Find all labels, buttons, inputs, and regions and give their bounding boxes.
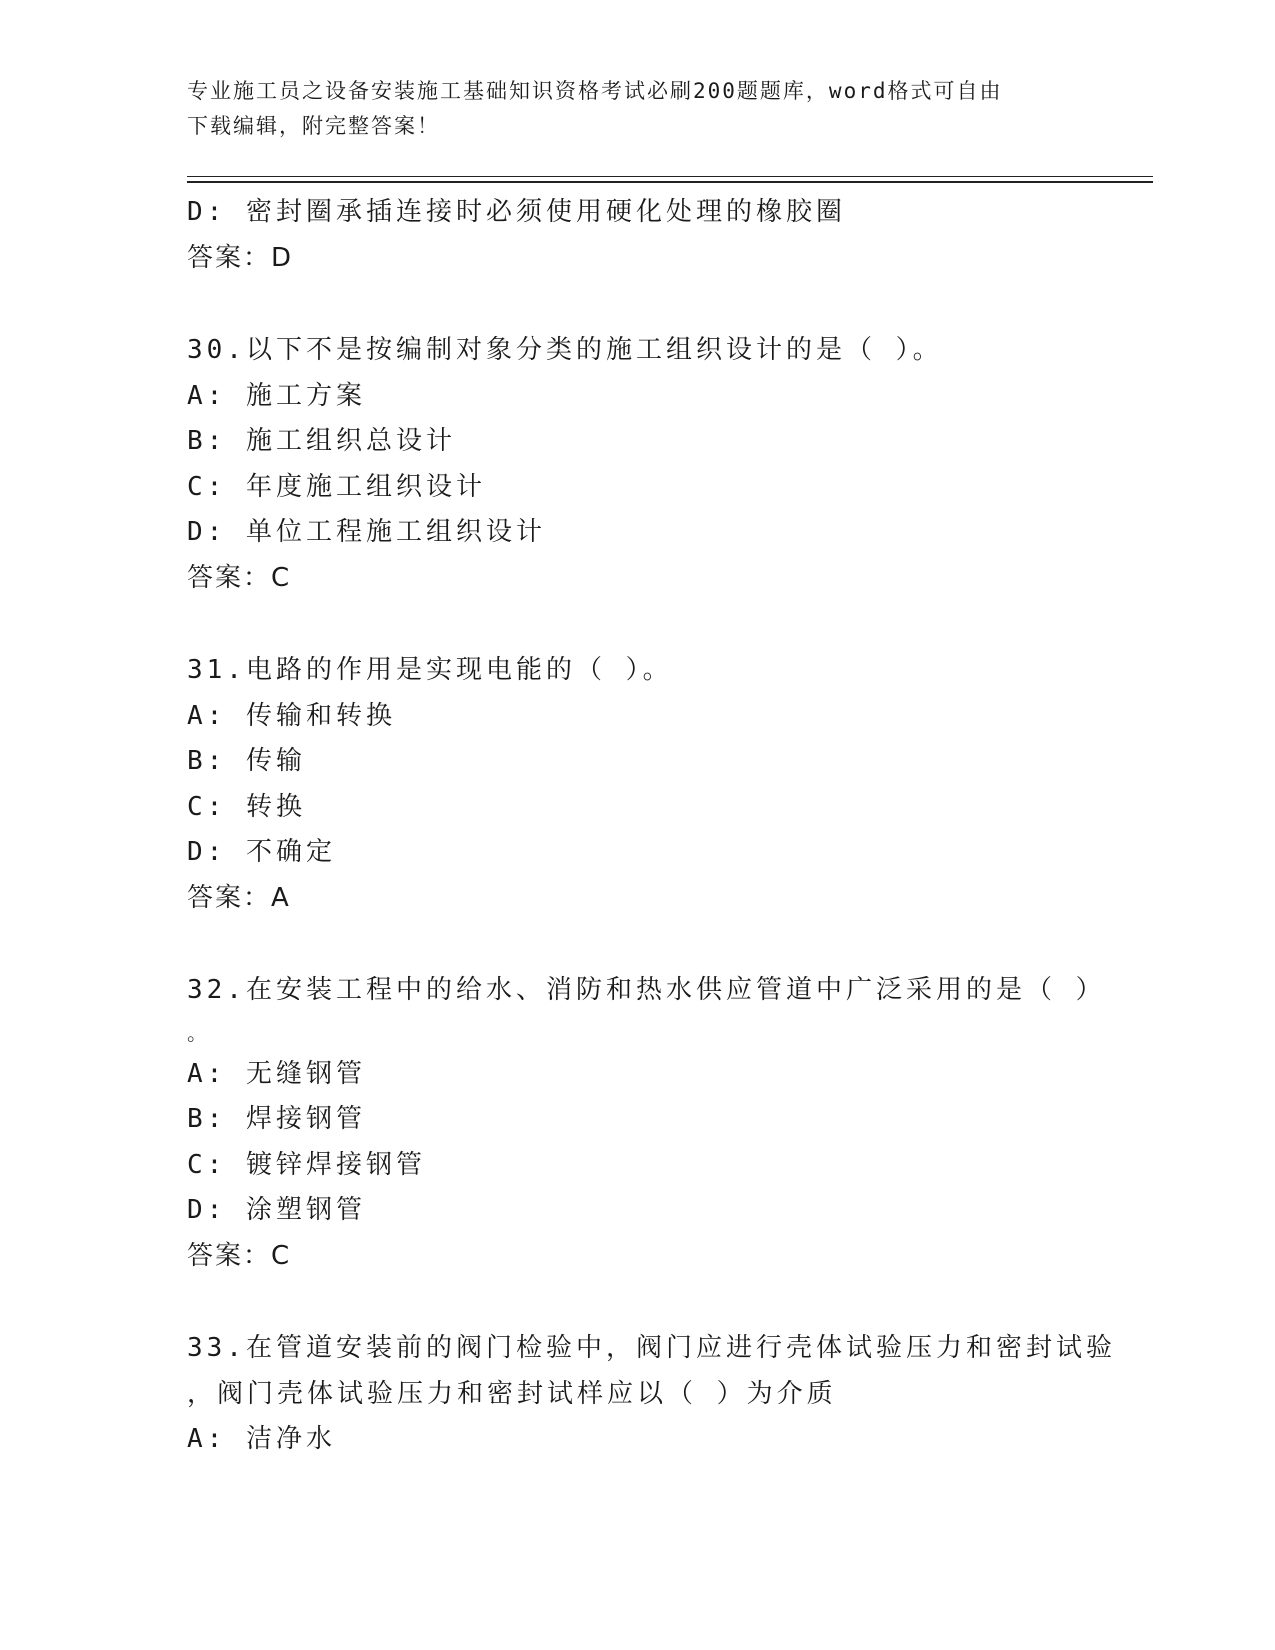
- question-stem: 33.在管道安装前的阀门检验中，阀门应进行壳体试验压力和密封试验: [187, 1333, 1116, 1363]
- question-list: [187, 190, 1116, 1463]
- option-b: B: 施工组织总设计: [187, 426, 456, 456]
- header-divider-thick: [187, 181, 1153, 183]
- option-a: A: 无缝钢管: [187, 1058, 366, 1089]
- option-c: C: 年度施工组织设计: [187, 471, 486, 502]
- spacer: [187, 601, 1107, 648]
- question-stem: 32.在安装工程中的给水、消防和热水供应管道中广泛采用的是（ ）: [187, 975, 1106, 1005]
- header-line-2: 下载编辑，附完整答案！: [187, 114, 440, 138]
- option-b: B: 焊接钢管: [187, 1104, 366, 1134]
- option-b: B: 传输: [187, 746, 306, 776]
- question-block-32: [187, 968, 1107, 1279]
- question-stem: 31.电路的作用是实现电能的（ ）。: [187, 655, 673, 685]
- answer-line: 答案：D: [187, 242, 294, 273]
- answer-line: 答案：C: [187, 1240, 292, 1271]
- question-block-30: [187, 328, 1107, 601]
- page-header: [187, 74, 1087, 144]
- option-d: D: 涂塑钢管: [187, 1195, 366, 1225]
- header-line-1: 专业施工员之设备安装施工基础知识资格考试必刷200题题库，word格式可自由: [187, 79, 1003, 103]
- option-a: A: 洁净水: [187, 1424, 336, 1454]
- option-d: D: 密封圈承插连接时必须使用硬化处理的橡胶圈: [187, 197, 846, 227]
- answer-line: 答案：A: [187, 882, 291, 913]
- question-stem-continuation: 。: [187, 1020, 211, 1045]
- question-block-31: [187, 648, 1107, 921]
- option-a: A: 施工方案: [187, 380, 366, 411]
- answer-line: 答案：C: [187, 562, 292, 593]
- spacer: [187, 921, 1107, 968]
- question-stem: 30.以下不是按编制对象分类的施工组织设计的是（ ）。: [187, 335, 943, 365]
- question-stem-continuation: ，阀门壳体试验压力和密封试样应以（ ）为介质: [187, 1378, 837, 1409]
- question-block-29-tail: [187, 190, 1107, 281]
- option-d: D: 不确定: [187, 837, 336, 867]
- option-d: D: 单位工程施工组织设计: [187, 517, 546, 547]
- header-divider-thin: [187, 176, 1153, 177]
- question-block-33: [187, 1326, 1116, 1463]
- spacer: [187, 281, 1107, 328]
- option-c: C: 镀锌焊接钢管: [187, 1149, 426, 1180]
- option-c: C: 转换: [187, 791, 306, 822]
- spacer: [187, 1279, 1107, 1326]
- option-a: A: 传输和转换: [187, 700, 396, 731]
